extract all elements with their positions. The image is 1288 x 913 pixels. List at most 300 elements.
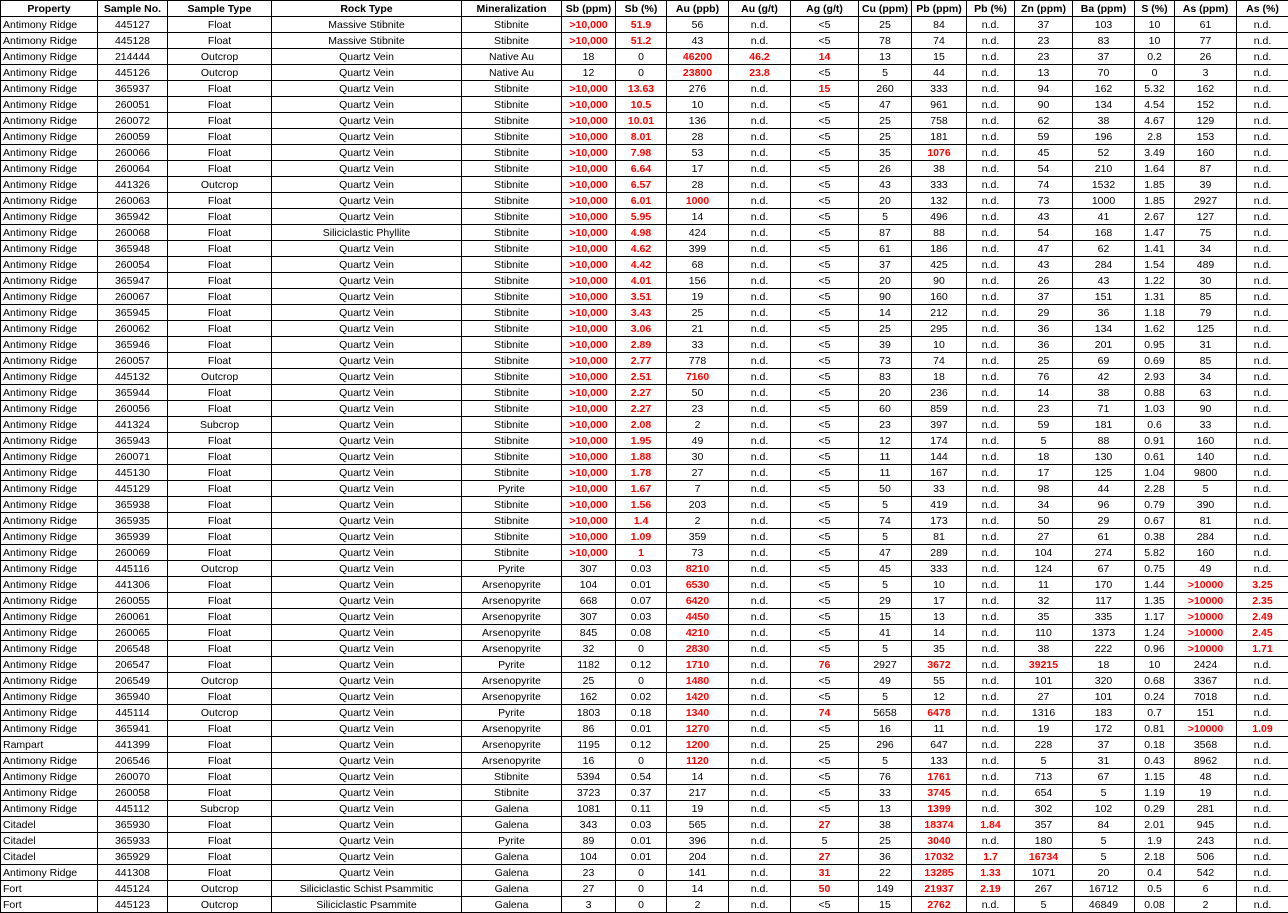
table-cell: n.d. bbox=[1237, 113, 1288, 129]
table-cell: 67 bbox=[1073, 769, 1135, 785]
table-cell: 5.82 bbox=[1135, 545, 1175, 561]
table-cell: n.d. bbox=[967, 593, 1015, 609]
table-cell: 1.18 bbox=[1135, 305, 1175, 321]
table-cell: 0.2 bbox=[1135, 49, 1175, 65]
table-cell: 10.5 bbox=[616, 97, 667, 113]
table-cell: 0.01 bbox=[616, 721, 667, 737]
table-cell: 1.88 bbox=[616, 449, 667, 465]
table-cell: Quartz Vein bbox=[272, 305, 462, 321]
table-cell: 0 bbox=[616, 49, 667, 65]
column-header: Rock Type bbox=[272, 1, 462, 17]
table-cell: <5 bbox=[791, 449, 859, 465]
table-cell: 0.61 bbox=[1135, 449, 1175, 465]
table-cell: Float bbox=[168, 353, 272, 369]
column-header: Ag (g/t) bbox=[791, 1, 859, 17]
table-row bbox=[1, 289, 1288, 305]
table-row bbox=[1, 801, 1288, 817]
table-cell: 3745 bbox=[912, 785, 967, 801]
table-cell: n.d. bbox=[1237, 753, 1288, 769]
table-cell: Float bbox=[168, 849, 272, 865]
table-cell: >10,000 bbox=[562, 257, 616, 273]
table-cell: 0.43 bbox=[1135, 753, 1175, 769]
column-header: Ba (ppm) bbox=[1073, 1, 1135, 17]
table-cell: n.d. bbox=[967, 417, 1015, 433]
table-row bbox=[1, 897, 1288, 913]
table-cell: 276 bbox=[667, 81, 729, 97]
table-cell: 2.27 bbox=[616, 385, 667, 401]
table-row bbox=[1, 305, 1288, 321]
table-cell: <5 bbox=[791, 369, 859, 385]
table-cell: 214444 bbox=[98, 49, 168, 65]
table-cell: <5 bbox=[791, 593, 859, 609]
table-cell: 5 bbox=[1015, 433, 1073, 449]
table-cell: 25 bbox=[1015, 353, 1073, 369]
table-cell: 27 bbox=[562, 881, 616, 897]
table-cell: 162 bbox=[1073, 81, 1135, 97]
table-cell: Citadel bbox=[1, 833, 98, 849]
table-cell: 37 bbox=[1015, 289, 1073, 305]
table-cell: >10,000 bbox=[562, 289, 616, 305]
table-cell: 67 bbox=[1073, 561, 1135, 577]
table-row bbox=[1, 65, 1288, 81]
column-header: Sb (%) bbox=[616, 1, 667, 17]
table-cell: Quartz Vein bbox=[272, 273, 462, 289]
table-cell: 281 bbox=[1175, 801, 1237, 817]
table-cell: 27 bbox=[791, 849, 859, 865]
table-cell: 0 bbox=[616, 865, 667, 881]
table-cell: 2.49 bbox=[1237, 609, 1288, 625]
table-cell: 102 bbox=[1073, 801, 1135, 817]
table-cell: 30 bbox=[1175, 273, 1237, 289]
table-cell: 35 bbox=[912, 641, 967, 657]
table-cell: Siliciclastic Schist Psammitic bbox=[272, 881, 462, 897]
table-cell: Outcrop bbox=[168, 561, 272, 577]
table-cell: Quartz Vein bbox=[272, 513, 462, 529]
table-cell: n.d. bbox=[1237, 513, 1288, 529]
table-cell: Quartz Vein bbox=[272, 833, 462, 849]
table-cell: 0.29 bbox=[1135, 801, 1175, 817]
table-cell: n.d. bbox=[729, 353, 791, 369]
table-cell: Float bbox=[168, 257, 272, 273]
table-cell: n.d. bbox=[1237, 433, 1288, 449]
table-cell: 23 bbox=[1015, 49, 1073, 65]
table-cell: Stibnite bbox=[462, 193, 562, 209]
table-row bbox=[1, 49, 1288, 65]
table-cell: n.d. bbox=[729, 465, 791, 481]
table-cell: 84 bbox=[1073, 817, 1135, 833]
table-cell: 38 bbox=[1073, 113, 1135, 129]
table-cell: 204 bbox=[667, 849, 729, 865]
table-cell: <5 bbox=[791, 561, 859, 577]
table-cell: 260062 bbox=[98, 321, 168, 337]
table-row bbox=[1, 193, 1288, 209]
table-cell: 307 bbox=[562, 561, 616, 577]
table-cell: 396 bbox=[667, 833, 729, 849]
table-cell: 35 bbox=[859, 145, 912, 161]
table-cell: Fort bbox=[1, 897, 98, 913]
table-cell: 172 bbox=[1073, 721, 1135, 737]
table-cell: 0.67 bbox=[1135, 513, 1175, 529]
table-cell: 1076 bbox=[912, 145, 967, 161]
table-cell: Quartz Vein bbox=[272, 161, 462, 177]
table-cell: 333 bbox=[912, 81, 967, 97]
table-row bbox=[1, 241, 1288, 257]
table-cell: 54 bbox=[1015, 161, 1073, 177]
table-cell: 20 bbox=[859, 385, 912, 401]
table-cell: 445124 bbox=[98, 881, 168, 897]
table-cell: 1120 bbox=[667, 753, 729, 769]
table-cell: 31 bbox=[1175, 337, 1237, 353]
table-cell: n.d. bbox=[729, 593, 791, 609]
table-cell: 6.57 bbox=[616, 177, 667, 193]
table-cell: Stibnite bbox=[462, 529, 562, 545]
table-cell: 260056 bbox=[98, 401, 168, 417]
table-cell: 206547 bbox=[98, 657, 168, 673]
table-cell: 0.07 bbox=[616, 593, 667, 609]
table-cell: 129 bbox=[1175, 113, 1237, 129]
table-cell: Antimony Ridge bbox=[1, 705, 98, 721]
table-cell: 0.69 bbox=[1135, 353, 1175, 369]
table-cell: Antimony Ridge bbox=[1, 257, 98, 273]
table-cell: <5 bbox=[791, 721, 859, 737]
table-row bbox=[1, 97, 1288, 113]
table-row bbox=[1, 865, 1288, 881]
table-cell: 445127 bbox=[98, 17, 168, 33]
table-cell: 5658 bbox=[859, 705, 912, 721]
table-cell: 33 bbox=[859, 785, 912, 801]
table-cell: 542 bbox=[1175, 865, 1237, 881]
table-cell: 18 bbox=[1073, 657, 1135, 673]
table-cell: 39215 bbox=[1015, 657, 1073, 673]
table-cell: 260055 bbox=[98, 593, 168, 609]
table-cell: 37 bbox=[1073, 49, 1135, 65]
table-cell: 1.85 bbox=[1135, 193, 1175, 209]
table-cell: 14 bbox=[667, 881, 729, 897]
table-cell: Arsenopyrite bbox=[462, 641, 562, 657]
table-cell: 45 bbox=[1015, 145, 1073, 161]
table-cell: 140 bbox=[1175, 449, 1237, 465]
table-cell: n.d. bbox=[729, 545, 791, 561]
table-cell: n.d. bbox=[729, 17, 791, 33]
table-cell: Float bbox=[168, 305, 272, 321]
table-cell: Float bbox=[168, 753, 272, 769]
table-cell: 181 bbox=[912, 129, 967, 145]
table-cell: 0 bbox=[1135, 65, 1175, 81]
table-row bbox=[1, 321, 1288, 337]
table-cell: 0.08 bbox=[1135, 897, 1175, 913]
table-cell: 3672 bbox=[912, 657, 967, 673]
table-cell: Float bbox=[168, 193, 272, 209]
table-cell: n.d. bbox=[967, 289, 1015, 305]
table-cell: n.d. bbox=[729, 177, 791, 193]
table-cell: 302 bbox=[1015, 801, 1073, 817]
table-cell: >10,000 bbox=[562, 145, 616, 161]
table-cell: Pyrite bbox=[462, 561, 562, 577]
table-cell: n.d. bbox=[1237, 209, 1288, 225]
table-cell: >10,000 bbox=[562, 161, 616, 177]
table-row bbox=[1, 369, 1288, 385]
table-cell: 74 bbox=[912, 33, 967, 49]
table-cell: n.d. bbox=[967, 561, 1015, 577]
table-cell: Float bbox=[168, 657, 272, 673]
table-cell: 441326 bbox=[98, 177, 168, 193]
table-cell: n.d. bbox=[1237, 353, 1288, 369]
table-cell: 26 bbox=[1015, 273, 1073, 289]
table-cell: 132 bbox=[912, 193, 967, 209]
table-cell: Quartz Vein bbox=[272, 865, 462, 881]
table-cell: n.d. bbox=[967, 33, 1015, 49]
table-cell: <5 bbox=[791, 177, 859, 193]
table-cell: 29 bbox=[1073, 513, 1135, 529]
table-cell: 222 bbox=[1073, 641, 1135, 657]
table-cell: 365935 bbox=[98, 513, 168, 529]
table-cell: Antimony Ridge bbox=[1, 97, 98, 113]
table-cell: 445123 bbox=[98, 897, 168, 913]
table-cell: 81 bbox=[912, 529, 967, 545]
table-cell: Outcrop bbox=[168, 897, 272, 913]
table-cell: 25 bbox=[859, 321, 912, 337]
table-cell: 10 bbox=[1135, 17, 1175, 33]
table-cell: 0 bbox=[616, 753, 667, 769]
table-cell: Arsenopyrite bbox=[462, 673, 562, 689]
table-cell: <5 bbox=[791, 433, 859, 449]
table-cell: 15 bbox=[859, 609, 912, 625]
table-cell: 365944 bbox=[98, 385, 168, 401]
table-cell: 28 bbox=[667, 129, 729, 145]
table-cell: n.d. bbox=[967, 785, 1015, 801]
table-cell: 445116 bbox=[98, 561, 168, 577]
table-cell: Antimony Ridge bbox=[1, 49, 98, 65]
table-cell: 16 bbox=[562, 753, 616, 769]
table-cell: Quartz Vein bbox=[272, 193, 462, 209]
table-cell: 260058 bbox=[98, 785, 168, 801]
column-header: Au (ppb) bbox=[667, 1, 729, 17]
table-row bbox=[1, 145, 1288, 161]
table-cell: n.d. bbox=[1237, 337, 1288, 353]
table-cell: 7160 bbox=[667, 369, 729, 385]
table-cell: 47 bbox=[859, 545, 912, 561]
table-cell: 496 bbox=[912, 209, 967, 225]
table-cell: n.d. bbox=[729, 833, 791, 849]
table-cell: 23 bbox=[859, 417, 912, 433]
table-cell: >10,000 bbox=[562, 417, 616, 433]
table-cell: Antimony Ridge bbox=[1, 273, 98, 289]
table-cell: n.d. bbox=[1237, 81, 1288, 97]
table-cell: n.d. bbox=[967, 833, 1015, 849]
table-cell: 260051 bbox=[98, 97, 168, 113]
table-cell: Float bbox=[168, 785, 272, 801]
table-cell: Stibnite bbox=[462, 465, 562, 481]
table-cell: 758 bbox=[912, 113, 967, 129]
table-cell: n.d. bbox=[729, 113, 791, 129]
table-cell: 5.32 bbox=[1135, 81, 1175, 97]
table-cell: Stibnite bbox=[462, 369, 562, 385]
table-cell: Float bbox=[168, 17, 272, 33]
table-cell: n.d. bbox=[1237, 897, 1288, 913]
table-cell: 2927 bbox=[1175, 193, 1237, 209]
table-cell: n.d. bbox=[1237, 689, 1288, 705]
table-cell: Quartz Vein bbox=[272, 289, 462, 305]
table-cell: Quartz Vein bbox=[272, 401, 462, 417]
table-cell: n.d. bbox=[729, 641, 791, 657]
table-cell: Arsenopyrite bbox=[462, 577, 562, 593]
table-cell: n.d. bbox=[967, 433, 1015, 449]
table-cell: 34 bbox=[1015, 497, 1073, 513]
table-cell: 101 bbox=[1015, 673, 1073, 689]
table-cell: Siliciclastic Phyllite bbox=[272, 225, 462, 241]
table-cell: 76 bbox=[859, 769, 912, 785]
table-cell: 101 bbox=[1073, 689, 1135, 705]
table-cell: 2.27 bbox=[616, 401, 667, 417]
table-cell: Antimony Ridge bbox=[1, 609, 98, 625]
table-cell: n.d. bbox=[1237, 881, 1288, 897]
table-cell: 4.54 bbox=[1135, 97, 1175, 113]
table-cell: n.d. bbox=[1237, 65, 1288, 81]
table-cell: 68 bbox=[667, 257, 729, 273]
table-cell: Stibnite bbox=[462, 33, 562, 49]
table-cell: 90 bbox=[1175, 401, 1237, 417]
table-cell: 1.4 bbox=[616, 513, 667, 529]
table-cell: 441324 bbox=[98, 417, 168, 433]
table-cell: <5 bbox=[791, 753, 859, 769]
table-cell: n.d. bbox=[729, 721, 791, 737]
table-cell: 153 bbox=[1175, 129, 1237, 145]
table-cell: 17 bbox=[667, 161, 729, 177]
table-cell: 43 bbox=[1073, 273, 1135, 289]
table-cell: 295 bbox=[912, 321, 967, 337]
table-cell: 1710 bbox=[667, 657, 729, 673]
table-cell: 74 bbox=[791, 705, 859, 721]
table-cell: 36 bbox=[859, 849, 912, 865]
table-cell: 54 bbox=[1015, 225, 1073, 241]
table-cell: >10000 bbox=[1175, 577, 1237, 593]
table-cell: 38 bbox=[859, 817, 912, 833]
table-cell: 44 bbox=[912, 65, 967, 81]
table-cell: 7.98 bbox=[616, 145, 667, 161]
table-cell: >10,000 bbox=[562, 465, 616, 481]
table-cell: <5 bbox=[791, 609, 859, 625]
table-cell: 88 bbox=[1073, 433, 1135, 449]
table-cell: 445114 bbox=[98, 705, 168, 721]
table-cell: 11 bbox=[912, 721, 967, 737]
table-cell: n.d. bbox=[967, 529, 1015, 545]
table-cell: Subcrop bbox=[168, 801, 272, 817]
table-cell: >10000 bbox=[1175, 625, 1237, 641]
table-cell: Quartz Vein bbox=[272, 737, 462, 753]
table-cell: Massive Stibnite bbox=[272, 17, 462, 33]
table-cell: 1399 bbox=[912, 801, 967, 817]
table-cell: 260061 bbox=[98, 609, 168, 625]
table-cell: 6.64 bbox=[616, 161, 667, 177]
table-cell: 778 bbox=[667, 353, 729, 369]
table-cell: 34 bbox=[1175, 241, 1237, 257]
table-cell: Stibnite bbox=[462, 433, 562, 449]
table-cell: 1.41 bbox=[1135, 241, 1175, 257]
table-cell: 13 bbox=[859, 49, 912, 65]
table-cell: 1.09 bbox=[616, 529, 667, 545]
table-cell: 75 bbox=[1175, 225, 1237, 241]
table-cell: 10 bbox=[912, 337, 967, 353]
table-cell: n.d. bbox=[967, 65, 1015, 81]
table-cell: 3723 bbox=[562, 785, 616, 801]
table-cell: Float bbox=[168, 545, 272, 561]
table-cell: 32 bbox=[562, 641, 616, 657]
table-cell: Quartz Vein bbox=[272, 113, 462, 129]
table-cell: Antimony Ridge bbox=[1, 753, 98, 769]
table-cell: 0.08 bbox=[616, 625, 667, 641]
table-cell: 44 bbox=[1073, 481, 1135, 497]
table-cell: 260064 bbox=[98, 161, 168, 177]
table-cell: n.d. bbox=[729, 849, 791, 865]
table-cell: 88 bbox=[912, 225, 967, 241]
table-cell: 15 bbox=[859, 897, 912, 913]
table-cell: 1.62 bbox=[1135, 321, 1175, 337]
table-cell: Quartz Vein bbox=[272, 337, 462, 353]
table-cell: >10000 bbox=[1175, 641, 1237, 657]
table-cell: n.d. bbox=[1237, 385, 1288, 401]
table-cell: 1000 bbox=[667, 193, 729, 209]
table-cell: n.d. bbox=[1237, 33, 1288, 49]
table-cell: Antimony Ridge bbox=[1, 561, 98, 577]
table-cell: Arsenopyrite bbox=[462, 721, 562, 737]
table-cell: <5 bbox=[791, 513, 859, 529]
table-cell: Quartz Vein bbox=[272, 129, 462, 145]
table-cell: Float bbox=[168, 241, 272, 257]
table-cell: 10 bbox=[1135, 657, 1175, 673]
table-cell: Stibnite bbox=[462, 129, 562, 145]
table-cell: n.d. bbox=[967, 673, 1015, 689]
table-cell: 104 bbox=[562, 849, 616, 865]
table-cell: Antimony Ridge bbox=[1, 417, 98, 433]
table-cell: n.d. bbox=[729, 129, 791, 145]
table-cell: 5 bbox=[859, 689, 912, 705]
table-cell: n.d. bbox=[967, 801, 1015, 817]
table-row bbox=[1, 753, 1288, 769]
table-cell: 13285 bbox=[912, 865, 967, 881]
table-cell: <5 bbox=[791, 113, 859, 129]
table-cell: Arsenopyrite bbox=[462, 753, 562, 769]
table-cell: 13 bbox=[859, 801, 912, 817]
table-cell: n.d. bbox=[1237, 241, 1288, 257]
table-cell: 110 bbox=[1015, 625, 1073, 641]
table-cell: 3.51 bbox=[616, 289, 667, 305]
table-cell: n.d. bbox=[729, 337, 791, 353]
table-cell: Pyrite bbox=[462, 705, 562, 721]
table-cell: n.d. bbox=[967, 129, 1015, 145]
table-cell: 170 bbox=[1073, 577, 1135, 593]
table-cell: 260068 bbox=[98, 225, 168, 241]
table-cell: >10,000 bbox=[562, 209, 616, 225]
table-cell: Quartz Vein bbox=[272, 625, 462, 641]
table-cell: n.d. bbox=[729, 369, 791, 385]
table-cell: <5 bbox=[791, 417, 859, 433]
table-cell: 46200 bbox=[667, 49, 729, 65]
table-cell: 210 bbox=[1073, 161, 1135, 177]
table-cell: 31 bbox=[1073, 753, 1135, 769]
table-cell: 1.47 bbox=[1135, 225, 1175, 241]
table-cell: n.d. bbox=[729, 801, 791, 817]
table-cell: <5 bbox=[791, 481, 859, 497]
table-cell: n.d. bbox=[967, 465, 1015, 481]
table-cell: Rampart bbox=[1, 737, 98, 753]
table-cell: 1195 bbox=[562, 737, 616, 753]
table-cell: 212 bbox=[912, 305, 967, 321]
table-cell: >10,000 bbox=[562, 481, 616, 497]
table-cell: 10 bbox=[1135, 33, 1175, 49]
table-cell: 565 bbox=[667, 817, 729, 833]
table-cell: 647 bbox=[912, 737, 967, 753]
table-cell: 125 bbox=[1175, 321, 1237, 337]
